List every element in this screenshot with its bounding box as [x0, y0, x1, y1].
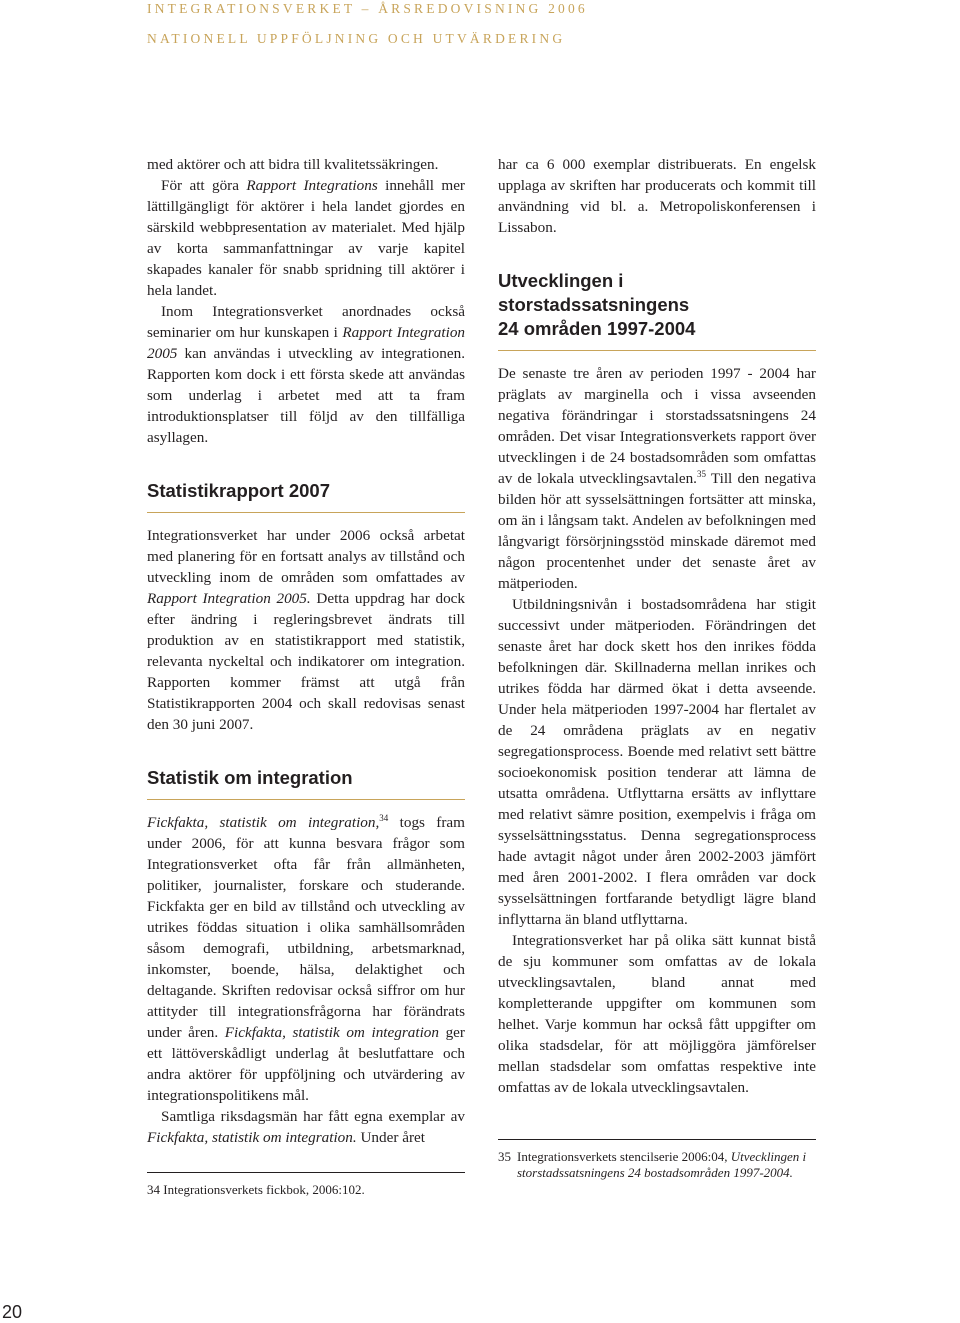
footnote-35 — [498, 1139, 816, 1181]
footnote-34 — [147, 1172, 465, 1198]
paragraph: Integrationsverket har på olika sätt kunnat bistå de sju kommuner som omfattas av de lokala utvecklingsavtalen, bland annat med kompletterande uppgifter om kommunen som helhet. Varje kommun har också fått uppgifter om olika stadsdelar, för att möjliggöra jämförelser mellan stadsdelar som omfattas respektive inte omfattas av de lokala utvecklingsavtalen. — [498, 932, 816, 1096]
paragraph: De senaste tre åren av perioden 1997 - 2004 har präglats av marginella och i vissa avseenden negativa förändringar i storstadssatsningens 24 områden. Det visar Integrationsverkets rapport över utvecklingen i de 24 bostadsområden som omfattas av de lokala utvecklingsavtalen.$^{35}$ Till den negativa bilden hör att sysselsättningen fortsätter att minska, om än i långsam takt. Andelen av befolkningen med långvarigt försörjningsstöd minskade däremot med någon procentenhet under det senaste året av mätperioden. — [498, 365, 816, 592]
paragraph: För att göra Rapport Integrations innehåll mer lättillgängligt för aktörer i hela landet gjordes en särskild webbpresentation av materialet. Med hjälp av korta sammanfattningar av varje kapitel skapades kanaler för snabb spridning till aktörer i hela landet. — [147, 177, 465, 299]
footnote-number: 35 — [498, 1149, 511, 1164]
paragraph: Utbildningsnivån i bostadsområdena har stigit successivt under mätperioden. Förändringen det senaste året har dock skett hos den inrikes födda befolkningen där. Skillnaderna mellan inrikes och utrikes födda har därmed ökat i detta avseende. Under hela mätperioden 1997-2004 har flertalet av de 24 områdena präglats av en negativ segregationsprocess. Boende med relativt sett bättre socioekonomisk position tenderar att lämna de utsatta områdena. Utflyttarna ersätts av inflyttare med relativt sämre position, exempelvis i fråga om sysselsättningsstatus. Denna segregationsprocess hade avtagit något under åren 2002-2003 jämfört med åren 2001-2002. I flera områden var dock sysselsättningen fortfarande betydligt lägre bland inflyttarna än bland utflyttarna. — [498, 596, 816, 928]
paragraph: Integrationsverket har under 2006 också arbetat med planering för en fortsatt analys av tillstånd och utveckling inom de områden som omfattades av Rapport Integration 2005. Detta uppdrag har dock efter ändring i regleringsbrevet ändrats till produktion av en statistikrapport med statistik, relevanta nyckeltal och indikatorer om integration. Rapporten kommer främst att utgå från Statistikrapporten 2004 och skall redovisas senast den 30 juni 2007. — [147, 527, 465, 733]
section-heading: Utvecklingen i storstadssatsningens 24 områden 1997-2004 — [498, 269, 816, 351]
footnote-text: 34 Integrationsverkets fickbok, 2006:102. — [147, 1182, 365, 1197]
running-head-title: INTEGRATIONSVERKET – ÅRSREDOVISNING 2006 — [147, 1, 588, 16]
running-head-section: NATIONELL UPPFÖLJNING OCH UTVÄRDERING — [147, 31, 566, 46]
paragraph: Inom Integrationsverket anordnades också seminarier om hur kunskapen i Rapport Integration 2005 kan användas i utveckling av integrationen. Rapporten kom dock i ett första skede att användas som underlag i arbetet med att ta fram introduktionsplatser till följd av den tillfälliga asyllagen. — [147, 303, 466, 446]
paragraph: Fickfakta, statistik om integration,$^{34}$ togs fram under 2006, för att kunna besvara frågor som Integrationsverket ofta får från allmänheten, politiker, journalister, forskare och studerande. Fickfakta ger en bild av tillstånd och utveckling av utrikes föddas situation i olika samhällsområden såsom demografi, utbildning, arbetsmarknad, inkomster, boende, hälsa, delaktighet och deltagande. Skriften redovisar också siffror om hur attityder till integrationsfrågorna har förändrats under åren. Fickfakta, statistik om integration ger ett lättöverskådligt underlag åt beslutfattare och andra aktörer för uppföljning och utvärdering av integrationspolitikens mål. — [147, 812, 465, 1104]
section-heading: Statistik om integration — [147, 766, 465, 800]
section-heading: Statistikrapport 2007 — [147, 479, 465, 513]
page-number: 20 — [2, 1302, 23, 1322]
left-column — [147, 154, 465, 1148]
right-column — [498, 154, 816, 1098]
footnote-text: Integrationsverkets stencilserie 2006:04, Utvecklingen i storstadssatsningens 24 bostadsområden 1997-2004. — [517, 1149, 807, 1180]
paragraph: Samtliga riksdagsmän har fått egna exemplar av Fickfakta, statistik om integration. Under året — [147, 1108, 465, 1146]
paragraph: med aktörer och att bidra till kvalitetssäkringen. — [147, 156, 439, 173]
paragraph: har ca 6 000 exemplar distribuerats. En engelsk upplaga av skriften har producerats och kommit till användning vid bl. a. Metropoliskonferensen i Lissabon. — [498, 156, 816, 236]
